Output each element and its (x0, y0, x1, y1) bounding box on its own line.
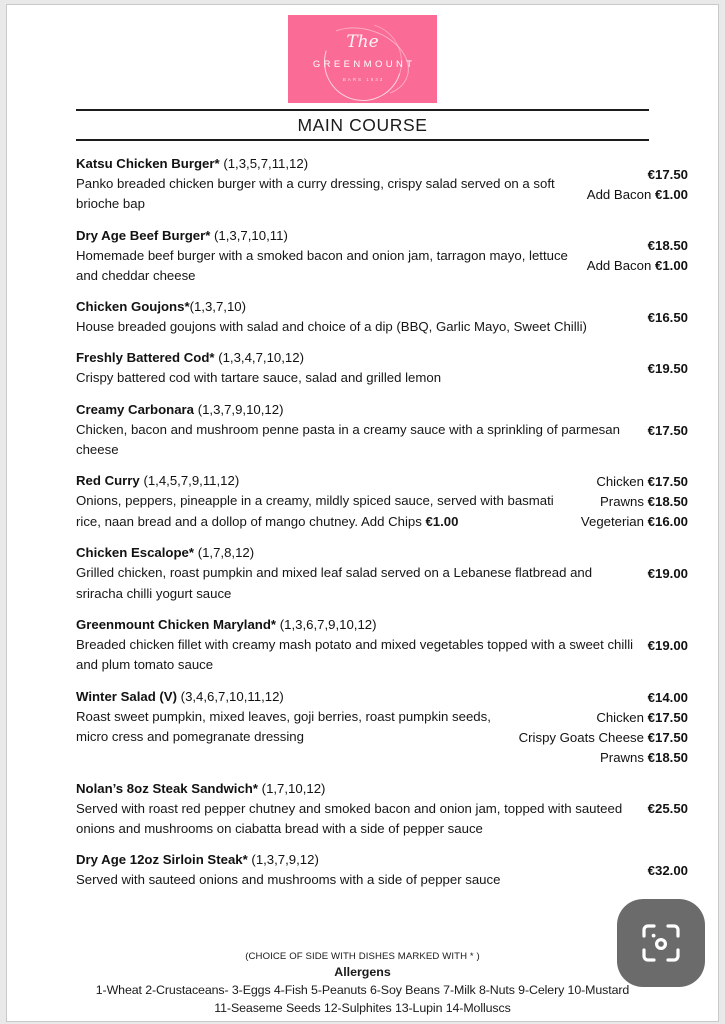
price-label: Vegeterian (580, 514, 644, 530)
menu-item (76, 466, 688, 538)
menu-item-description (76, 174, 579, 215)
menu-item-allergen-codes: (1,3,7,9,10,12) (197, 401, 284, 417)
menu-item-title (76, 543, 640, 562)
price-value: €17.50 (647, 729, 688, 745)
price-line (519, 748, 688, 768)
menu-item-title (76, 297, 640, 316)
menu-item (76, 343, 688, 394)
price-line (519, 708, 688, 728)
menu-item-allergen-codes: (1,7,8,12) (197, 545, 255, 561)
menu-item (76, 221, 688, 293)
menu-item-price-block (648, 860, 688, 881)
menu-item-description-text: Panko breaded chicken burger with a curry dressing, crispy salad served on a soft brioche bap (76, 176, 555, 212)
price-value: €17.50 (647, 422, 688, 438)
menu-item-details (76, 471, 581, 532)
menu-item-description (76, 870, 640, 890)
price-value: €17.50 (647, 166, 688, 182)
menu-item-description (76, 246, 579, 287)
price-label: Add Bacon (586, 258, 652, 274)
menu-item-price-block (648, 635, 688, 656)
menu-item-title (76, 348, 640, 367)
menu-item-price-block (519, 687, 688, 768)
menu-item-details (76, 400, 648, 461)
menu-item-inline-price: €1.00 (425, 513, 459, 529)
price-value: €19.00 (647, 566, 688, 582)
menu-item-title (76, 226, 579, 245)
price-line (581, 512, 688, 532)
side-choice-note: (CHOICE OF SIDE WITH DISHES MARKED WITH * ) (245, 951, 480, 962)
menu-item-allergen-codes: (1,3,7,10,11) (214, 227, 288, 243)
menu-item-title (76, 615, 640, 634)
allergens-line-1: 1-Wheat 2-Crustaceans- 3-Eggs 4-Fish 5-Peanuts 6-Soy Beans 7-Milk 8-Nuts 9-Celery 10-Mustard (95, 983, 630, 997)
menu-item-details (76, 687, 519, 748)
section-title: MAIN COURSE (297, 115, 428, 135)
price-value: €16.50 (647, 309, 688, 325)
lens-scan-icon (640, 922, 682, 964)
price-value: €1.00 (654, 186, 688, 202)
menu-item-details (76, 850, 648, 890)
menu-item-description (76, 563, 640, 604)
menu-item-description-text: Onions, peppers, pineapple in a creamy, mildly spiced sauce, served with basmati rice, naan bread and a dollop of mango chutney. Add Chips (76, 493, 554, 529)
price-line (587, 256, 688, 276)
price-line (648, 308, 688, 328)
menu-item-price-block (648, 798, 688, 819)
price-label: Prawns (600, 749, 644, 765)
price-label: Chicken (596, 709, 644, 725)
menu-item-name: Chicken Escalope* (76, 545, 195, 561)
logo-subtext: BARS 1933 (342, 77, 385, 82)
menu-item-price-block (648, 563, 688, 584)
price-value: €18.50 (647, 494, 688, 510)
menu-item-name: Nolan’s 8oz Steak Sandwich* (76, 780, 258, 796)
menu-item-details (76, 543, 648, 604)
allergens-heading: Allergens (334, 965, 391, 979)
menu-item-title (76, 779, 640, 798)
price-label: Crispy Goats Cheese (518, 729, 644, 745)
price-label: Chicken (596, 474, 644, 490)
menu-footer (7, 950, 718, 1017)
price-value: €25.50 (647, 801, 688, 817)
menu-item-details (76, 615, 648, 676)
menu-item-allergen-codes: (3,4,6,7,10,11,12) (180, 688, 284, 704)
menu-item-title (76, 154, 579, 173)
menu-item-name: Red Curry (76, 473, 140, 489)
logo-script-text: The (346, 32, 379, 52)
menu-item-description-text: Homemade beef burger with a smoked bacon and onion jam, tarragon mayo, lettuce and cheddar cheese (76, 247, 568, 283)
menu-item (76, 292, 688, 343)
menu-item-allergen-codes: (1,3,6,7,9,10,12) (279, 616, 377, 632)
price-label: Add Bacon (586, 186, 652, 202)
menu-item-allergen-codes: (1,4,5,7,9,11,12) (143, 473, 240, 489)
menu-item (76, 682, 688, 774)
menu-item-details (76, 226, 587, 287)
price-line (648, 636, 688, 656)
menu-item-description-text: Grilled chicken, roast pumpkin and mixed leaf salad served on a Lebanese flatbread and sriracha chilli yogurt sauce (76, 565, 593, 601)
menu-item (76, 610, 688, 682)
price-line (648, 861, 688, 881)
menu-item-description-text: Roast sweet pumpkin, mixed leaves, goji berries, roast pumpkin seeds, micro cress and pomegranate dressing (76, 708, 491, 744)
menu-item-allergen-codes: (1,3,7,10) (189, 299, 247, 315)
price-line (587, 185, 688, 205)
price-line (587, 236, 688, 256)
menu-item-price-block (648, 358, 688, 379)
menu-item (76, 395, 688, 467)
menu-item (76, 149, 688, 221)
menu-item-description (76, 420, 640, 461)
section-header (76, 109, 649, 141)
menu-item-allergen-codes: (1,3,4,7,10,12) (218, 350, 304, 366)
price-line (648, 564, 688, 584)
menu-item-description (76, 635, 640, 676)
menu-item-title (76, 687, 511, 706)
menu-item-description-text: Served with sauteed onions and mushrooms with a side of pepper sauce (76, 872, 501, 888)
menu-item-price-block (581, 471, 688, 532)
menu-item-title (76, 471, 573, 490)
price-value: €17.50 (647, 474, 688, 490)
price-value: €16.00 (647, 514, 688, 530)
price-line (648, 421, 688, 441)
menu-item-description-text: Crispy battered cod with tartare sauce, salad and grilled lemon (76, 370, 442, 386)
menu-item-details (76, 348, 648, 388)
lens-scan-button[interactable] (617, 899, 705, 987)
menu-item-description-text: Served with roast red pepper chutney and smoked bacon and onion jam, topped with sauteed onions and mushrooms on ciabatta bread with a side of pepper sauce (76, 800, 623, 836)
menu-item-title (76, 400, 640, 419)
menu-item (76, 845, 688, 896)
menu-item-name: Chicken Goujons* (76, 299, 190, 315)
menu-item-description-text: Chicken, bacon and mushroom penne pasta in a creamy sauce with a sprinkling of parmesan cheese (76, 421, 620, 458)
menu-item-price-block (587, 235, 688, 276)
price-value: €14.00 (647, 689, 688, 705)
menu-item-description (76, 491, 573, 532)
menu-item-details (76, 779, 648, 840)
menu-item-description-text: House breaded goujons with salad and choice of a dip (BBQ, Garlic Mayo, Sweet Chilli) (76, 319, 587, 335)
menu-item (76, 774, 688, 846)
menu-item-allergen-codes: (1,7,10,12) (261, 780, 326, 796)
menu-item-name: Dry Age Beef Burger* (76, 227, 211, 243)
menu-item-name: Dry Age 12oz Sirloin Steak* (76, 852, 248, 868)
price-line (581, 472, 688, 492)
menu-item-price-block (648, 420, 688, 441)
price-line (587, 165, 688, 185)
menu-item-name: Creamy Carbonara (76, 401, 195, 417)
menu-item-name: Freshly Battered Cod* (76, 350, 215, 366)
price-label: Prawns (600, 494, 644, 510)
menu-item-description (76, 707, 511, 748)
menu-item-details (76, 297, 648, 337)
menu-item-description-text: Breaded chicken fillet with creamy mash potato and mixed vegetables topped with a sweet chilli and plum tomato sauce (76, 636, 634, 673)
logo-wordmark: GREENMOUNT (312, 59, 416, 70)
price-value: €18.50 (647, 749, 688, 765)
menu-item-details (76, 154, 587, 215)
menu-item-description (76, 317, 640, 337)
menu-item-title (76, 850, 640, 869)
price-value: €17.50 (647, 709, 688, 725)
price-value: €19.00 (647, 637, 688, 653)
menu-item-description (76, 799, 640, 840)
price-line (519, 728, 688, 748)
menu-item-name: Katsu Chicken Burger* (76, 156, 220, 171)
menu-item-allergen-codes: (1,3,5,7,11,12) (223, 156, 309, 171)
price-line (519, 688, 688, 708)
price-value: €1.00 (654, 258, 688, 274)
menu-page (6, 4, 719, 1022)
price-line (648, 359, 688, 379)
price-line (581, 492, 688, 512)
menu-item-list (7, 141, 718, 896)
menu-page-content (7, 5, 718, 1021)
menu-item-description (76, 368, 640, 388)
greenmount-logo (288, 15, 437, 103)
price-value: €32.00 (647, 862, 688, 878)
menu-item-price-block (648, 307, 688, 328)
menu-item-price-block (587, 164, 688, 205)
menu-item (76, 538, 688, 610)
price-line (648, 799, 688, 819)
logo-container (7, 5, 718, 103)
price-value: €19.50 (647, 361, 688, 377)
allergens-line-2: 11-Seaseme Seeds 12-Sulphites 13-Lupin 14-Molluscs (214, 1001, 511, 1015)
menu-item-name: Winter Salad (V) (76, 688, 177, 704)
menu-item-allergen-codes: (1,3,7,9,12) (251, 852, 319, 868)
menu-item-name: Greenmount Chicken Maryland* (76, 616, 277, 632)
price-value: €18.50 (647, 238, 688, 254)
